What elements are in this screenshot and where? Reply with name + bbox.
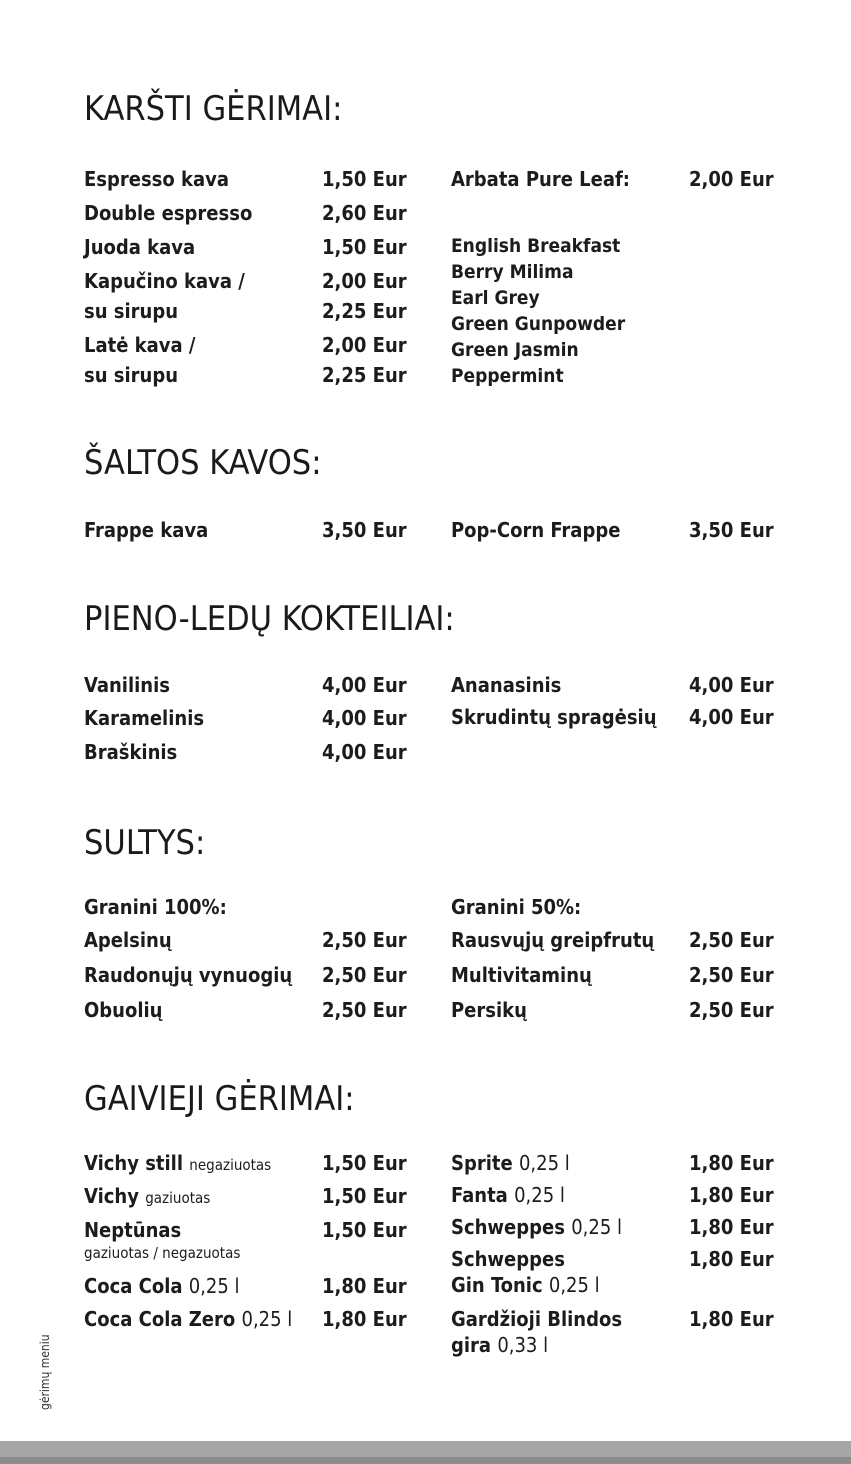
item-latte-syrup-price: 2,25 Eur bbox=[322, 363, 407, 387]
item-cappuccino-name: Kapučino kava / bbox=[84, 269, 245, 293]
item-fanta-name bbox=[451, 1185, 565, 1205]
item-neptunas-note: gaziuotas / negazuotas bbox=[84, 1244, 241, 1262]
item-grape-juice-name: Raudonųjų vynuogių bbox=[84, 963, 293, 987]
item-multivitamin-juice-name: Multivitaminų bbox=[451, 963, 592, 987]
item-espresso-name: Espresso kava bbox=[84, 167, 229, 191]
item-coca-cola-zero-price: 1,80 Eur bbox=[322, 1307, 407, 1331]
item-multivitamin-juice-price: 2,50 Eur bbox=[689, 963, 774, 987]
item-coca-cola-name bbox=[84, 1276, 240, 1296]
item-coca-cola-label: Coca Cola bbox=[84, 1274, 183, 1298]
item-fanta-label: Fanta bbox=[451, 1183, 508, 1207]
item-neptunas-name: Neptūnas bbox=[84, 1218, 182, 1242]
section-title-milkshakes: PIENO-LEDŲ KOKTEILIAI: bbox=[84, 599, 455, 639]
item-schweppes-name bbox=[451, 1217, 622, 1237]
item-frappe-price: 3,50 Eur bbox=[322, 518, 407, 542]
item-apple-juice-price: 2,50 Eur bbox=[322, 998, 407, 1022]
item-coca-cola-zero-label: Coca Cola Zero bbox=[84, 1307, 236, 1331]
item-gira-label: gira bbox=[451, 1333, 492, 1357]
bottom-bar-shade bbox=[0, 1457, 851, 1464]
item-grapefruit-juice-price: 2,50 Eur bbox=[689, 928, 774, 952]
tea-flavor-berry-milima: Berry Milima bbox=[451, 261, 574, 283]
item-gira-price: 1,80 Eur bbox=[689, 1307, 774, 1331]
item-fanta-volume: 0,25 l bbox=[514, 1183, 565, 1207]
section-title-iced-coffee: ŠALTOS KAVOS: bbox=[84, 443, 322, 483]
item-espresso-price: 1,50 Eur bbox=[322, 167, 407, 191]
item-vichy-label: Vichy bbox=[84, 1184, 139, 1208]
tea-flavor-earl-grey: Earl Grey bbox=[451, 287, 540, 309]
item-vichy-still-price: 1,50 Eur bbox=[322, 1151, 407, 1175]
item-tea-name: Arbata Pure Leaf: bbox=[451, 167, 630, 191]
item-gin-tonic-price: 1,80 Eur bbox=[689, 1247, 774, 1271]
item-black-coffee-price: 1,50 Eur bbox=[322, 235, 407, 259]
item-coca-cola-zero-name bbox=[84, 1309, 292, 1329]
item-grape-juice-price: 2,50 Eur bbox=[322, 963, 407, 987]
item-vichy-price: 1,50 Eur bbox=[322, 1184, 407, 1208]
item-popcorn-frappe-price: 3,50 Eur bbox=[689, 518, 774, 542]
item-gira-name-line1: Gardžioji Blindos bbox=[451, 1307, 623, 1331]
item-peach-juice-name: Persikų bbox=[451, 998, 527, 1022]
item-coca-cola-price: 1,80 Eur bbox=[322, 1274, 407, 1298]
item-fanta-price: 1,80 Eur bbox=[689, 1183, 774, 1207]
item-orange-juice-name: Apelsinų bbox=[84, 928, 172, 952]
section-title-juices: SULTYS: bbox=[84, 823, 206, 863]
tea-flavor-green-gunpowder: Green Gunpowder bbox=[451, 313, 626, 335]
item-gin-tonic-name-line1: Schweppes bbox=[451, 1247, 565, 1271]
item-latte-price: 2,00 Eur bbox=[322, 333, 407, 357]
item-sprite-price: 1,80 Eur bbox=[689, 1151, 774, 1175]
item-cappuccino-price: 2,00 Eur bbox=[322, 269, 407, 293]
item-grapefruit-juice-name: Rausvųjų greipfrutų bbox=[451, 928, 655, 952]
item-gin-tonic-label: Gin Tonic bbox=[451, 1273, 543, 1297]
tea-flavor-green-jasmin: Green Jasmin bbox=[451, 339, 579, 361]
item-sprite-volume: 0,25 l bbox=[518, 1151, 570, 1175]
item-frappe-name: Frappe kava bbox=[84, 518, 209, 542]
item-pineapple-name: Ananasinis bbox=[451, 673, 562, 697]
item-popcorn-shake-price: 4,00 Eur bbox=[689, 705, 774, 729]
item-popcorn-shake-name: Skrudintų spragėsių bbox=[451, 705, 657, 729]
item-sprite-name bbox=[451, 1153, 570, 1173]
item-sprite-label: Sprite bbox=[451, 1151, 513, 1175]
item-vichy-still-name bbox=[84, 1153, 271, 1173]
tea-flavor-peppermint: Peppermint bbox=[451, 365, 564, 387]
item-vanilla-price: 4,00 Eur bbox=[322, 673, 407, 697]
item-gira-name-line2 bbox=[451, 1335, 548, 1355]
item-pineapple-price: 4,00 Eur bbox=[689, 673, 774, 697]
item-vichy-name bbox=[84, 1186, 210, 1206]
item-gin-tonic-name-line2 bbox=[451, 1275, 600, 1295]
item-black-coffee-name: Juoda kava bbox=[84, 235, 196, 259]
item-double-espresso-price: 2,60 Eur bbox=[322, 201, 407, 225]
item-schweppes-volume: 0,25 l bbox=[571, 1215, 622, 1239]
item-vichy-note: gaziuotas bbox=[145, 1189, 211, 1207]
item-strawberry-price: 4,00 Eur bbox=[322, 740, 407, 764]
juice-group-100: Granini 100%: bbox=[84, 895, 227, 919]
item-schweppes-label: Schweppes bbox=[451, 1215, 565, 1239]
item-gira-volume: 0,33 l bbox=[497, 1333, 549, 1357]
section-title-soft-drinks: GAIVIEJI GĖRIMAI: bbox=[84, 1079, 355, 1119]
item-latte-name: Latė kava / bbox=[84, 333, 196, 357]
item-coca-cola-zero-volume: 0,25 l bbox=[241, 1307, 293, 1331]
tea-flavor-english-breakfast: English Breakfast bbox=[451, 235, 621, 257]
item-latte-syrup: su sirupu bbox=[84, 363, 179, 387]
item-strawberry-name: Braškinis bbox=[84, 740, 178, 764]
item-double-espresso-name: Double espresso bbox=[84, 201, 253, 225]
item-caramel-price: 4,00 Eur bbox=[322, 706, 407, 730]
side-label-drinks-menu: gėrimų meniu bbox=[38, 1334, 52, 1410]
section-title-hot-drinks: KARŠTI GĖRIMAI: bbox=[84, 89, 343, 129]
item-apple-juice-name: Obuolių bbox=[84, 998, 163, 1022]
item-peach-juice-price: 2,50 Eur bbox=[689, 998, 774, 1022]
item-schweppes-price: 1,80 Eur bbox=[689, 1215, 774, 1239]
item-neptunas-price: 1,50 Eur bbox=[322, 1218, 407, 1242]
item-tea-price: 2,00 Eur bbox=[689, 167, 774, 191]
item-popcorn-frappe-name: Pop-Corn Frappe bbox=[451, 518, 621, 542]
item-caramel-name: Karamelinis bbox=[84, 706, 205, 730]
item-cappuccino-syrup-price: 2,25 Eur bbox=[322, 299, 407, 323]
item-gin-tonic-volume: 0,25 l bbox=[548, 1273, 600, 1297]
juice-group-50: Granini 50%: bbox=[451, 895, 582, 919]
item-vanilla-name: Vanilinis bbox=[84, 673, 170, 697]
item-coca-cola-volume: 0,25 l bbox=[188, 1274, 240, 1298]
item-vichy-still-label: Vichy still bbox=[84, 1151, 184, 1175]
item-cappuccino-syrup: su sirupu bbox=[84, 299, 179, 323]
item-vichy-still-note: negaziuotas bbox=[189, 1156, 272, 1174]
item-orange-juice-price: 2,50 Eur bbox=[322, 928, 407, 952]
